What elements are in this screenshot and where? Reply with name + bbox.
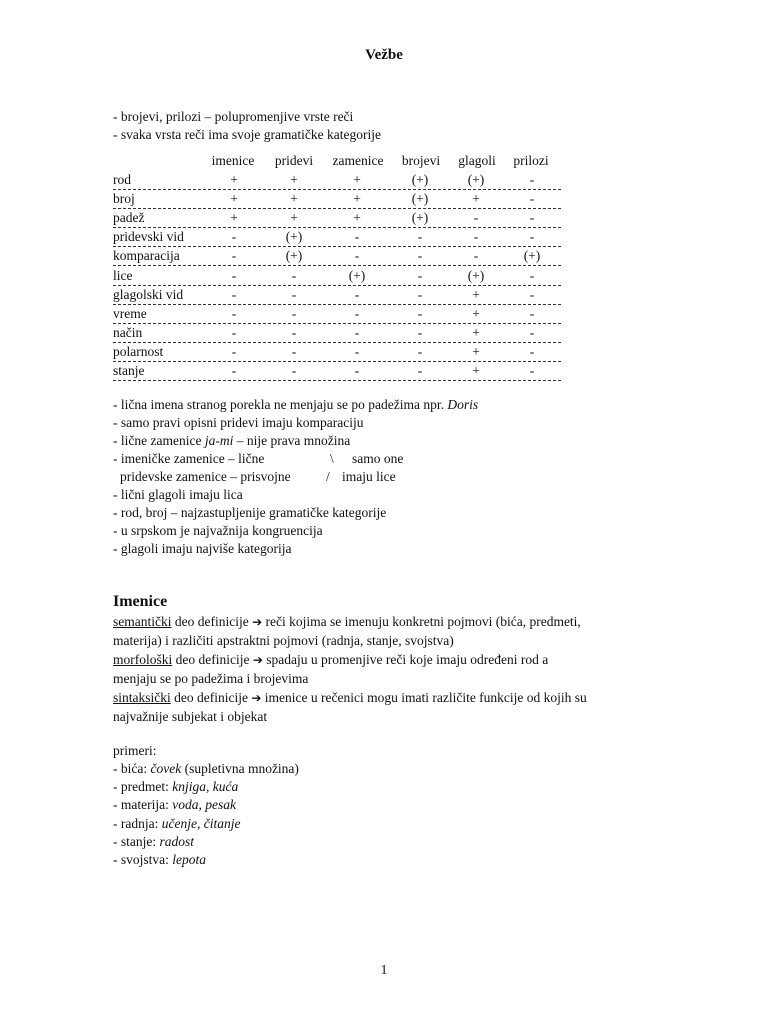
row-label: polarnost	[113, 343, 164, 359]
examples-label: primeri:	[113, 743, 157, 758]
table-cell: -	[473, 229, 479, 245]
table-cell: +	[353, 191, 361, 207]
table-row	[113, 190, 561, 209]
example-item: - svojstva: lepota	[113, 852, 206, 867]
table-cell: +	[472, 305, 480, 321]
table-cell: -	[291, 324, 297, 340]
row-label: rod	[113, 172, 131, 187]
note-line: - lične zamenice ja-mi – nije prava množina	[113, 433, 351, 448]
table-cell: +	[230, 172, 238, 187]
note-line: - glagoli imaju najviše kategorija	[113, 541, 292, 556]
example-item: - radnja: učenje, čitanje	[113, 815, 241, 831]
table-cell: (+)	[285, 229, 303, 245]
table-cell: +	[230, 191, 238, 207]
table-row	[113, 343, 561, 362]
definition-line: najvažnije subjekat i objekat	[113, 709, 268, 724]
definition-line: sintaksički deo definicije ➔ imenice u rečenici mogu imati različite funkcije od kojih su	[113, 690, 587, 705]
table-cell: (+)	[467, 172, 485, 187]
definition-line: menjaju se po padežima i brojevima	[113, 671, 309, 686]
table-cell: (+)	[467, 267, 485, 283]
table-cell: -	[354, 248, 360, 264]
table-cell: +	[472, 286, 480, 302]
table-cell: -	[354, 324, 360, 340]
table-cell: -	[354, 343, 360, 359]
intro-line: - svaka vrsta reči ima svoje gramatičke kategorije	[113, 127, 382, 142]
table-cell: +	[290, 172, 298, 187]
table-cell: -	[417, 248, 423, 264]
table-cell: (+)	[411, 172, 429, 187]
table-cell: -	[354, 363, 360, 378]
column-header: glagoli	[458, 153, 496, 168]
table-row	[113, 247, 561, 266]
row-label: stanje	[113, 363, 145, 378]
table-cell: -	[231, 305, 237, 321]
table-cell: +	[472, 324, 480, 340]
arrow-icon: ➔	[252, 653, 263, 667]
table-cell: -	[529, 229, 535, 245]
table-cell: -	[417, 343, 423, 359]
table-cell: -	[529, 210, 535, 226]
table-cell: +	[353, 172, 361, 187]
table-cell: -	[417, 305, 423, 321]
note-line: - lična imena stranog porekla ne menjaju se po padežima npr. Doris	[113, 397, 479, 412]
column-header: prilozi	[513, 153, 549, 168]
table-row	[113, 305, 561, 324]
definition-line: materija) i različiti apstraktni pojmovi (radnja, stanje, svojstva)	[113, 633, 454, 648]
note-line: - samo pravi opisni pridevi imaju komparaciju	[113, 415, 364, 430]
example-item: - materija: voda, pesak	[113, 797, 236, 813]
table-cell: (+)	[411, 191, 429, 207]
note-line: - lični glagoli imaju lica	[113, 487, 243, 502]
intro-line: - brojevi, prilozi – polupromenjive vrste reči	[113, 109, 354, 124]
table-cell: +	[290, 191, 298, 207]
table-cell: -	[473, 210, 479, 226]
table-cell: -	[529, 305, 535, 321]
table-cell: -	[231, 267, 237, 283]
row-label: broj	[113, 191, 135, 207]
row-label: način	[113, 324, 143, 340]
example-item: - stanje: radost	[113, 833, 195, 849]
table-row	[113, 362, 561, 381]
table-cell: +	[290, 210, 298, 226]
table-row	[113, 324, 561, 343]
table-cell: -	[473, 248, 479, 264]
table-header	[0, 153, 768, 171]
table-cell: -	[291, 286, 297, 302]
table-cell: -	[354, 305, 360, 321]
table-cell: -	[529, 343, 535, 359]
table-cell: -	[417, 286, 423, 302]
table-cell: -	[529, 172, 535, 187]
arrow-icon: ➔	[251, 691, 262, 705]
row-label: padež	[113, 210, 145, 226]
column-header: zamenice	[332, 153, 384, 168]
note-line: - u srpskom je najvažnija kongruencija	[113, 523, 323, 538]
column-header: brojevi	[401, 153, 441, 168]
table-cell: (+)	[523, 248, 541, 264]
table-cell: -	[354, 286, 360, 302]
table-cell: +	[353, 210, 361, 226]
table-cell: -	[231, 324, 237, 340]
section-heading: Imenice	[113, 593, 168, 610]
table-cell: -	[354, 229, 360, 245]
definition-line: semantički deo definicije ➔ reči kojima se imenuju konkretni pojmovi (bića, predmeti,	[113, 614, 581, 629]
table-cell: -	[529, 286, 535, 302]
table-cell: -	[291, 305, 297, 321]
table-row	[113, 209, 561, 228]
table-cell: -	[231, 286, 237, 302]
table-cell: -	[291, 267, 297, 283]
table-cell: +	[472, 343, 480, 359]
table-cell: -	[231, 363, 237, 378]
example-item: - bića: čovek (supletivna množina)	[113, 761, 299, 776]
table-row	[113, 267, 561, 286]
row-label: glagolski vid	[113, 286, 184, 302]
note-line: pridevske zamenice – prisvojne / imaju lice	[120, 469, 396, 484]
table-row	[113, 228, 561, 247]
table-cell: (+)	[348, 267, 366, 283]
table-cell: -	[231, 229, 237, 245]
table-cell: +	[230, 210, 238, 226]
table-cell: -	[417, 324, 423, 340]
row-label: vreme	[113, 305, 147, 321]
table-cell: -	[291, 363, 297, 378]
table-cell: -	[291, 343, 297, 359]
column-header: pridevi	[274, 153, 314, 168]
page-number: 1	[380, 962, 388, 977]
example-item: - predmet: knjiga, kuća	[113, 779, 239, 795]
table-cell: -	[529, 267, 535, 283]
definition-line: morfološki deo definicije ➔ spadaju u promenjive reči koje imaju određeni rod a	[113, 652, 549, 667]
table-cell: -	[231, 343, 237, 359]
table-cell: +	[472, 191, 480, 207]
row-label: lice	[113, 267, 133, 283]
table-cell: -	[417, 229, 423, 245]
table-cell: -	[529, 363, 535, 378]
row-label: pridevski vid	[113, 229, 184, 245]
column-header: imenice	[211, 153, 255, 168]
table-cell: -	[417, 363, 423, 378]
row-label: komparacija	[113, 248, 180, 264]
table-cell: (+)	[285, 248, 303, 264]
table-cell: -	[529, 324, 535, 340]
table-cell: -	[417, 267, 423, 283]
arrow-icon: ➔	[252, 615, 263, 629]
table-row	[113, 171, 561, 190]
table-row	[113, 286, 561, 305]
table-cell: +	[472, 363, 480, 378]
table-cell: (+)	[411, 210, 429, 226]
note-line: - rod, broj – najzastupljenije gramatičke kategorije	[113, 505, 387, 520]
page-title: Vežbe	[365, 47, 403, 63]
note-line: - imeničke zamenice – lične \ samo one	[113, 451, 404, 466]
table-cell: -	[529, 191, 535, 207]
table-cell: -	[231, 248, 237, 264]
